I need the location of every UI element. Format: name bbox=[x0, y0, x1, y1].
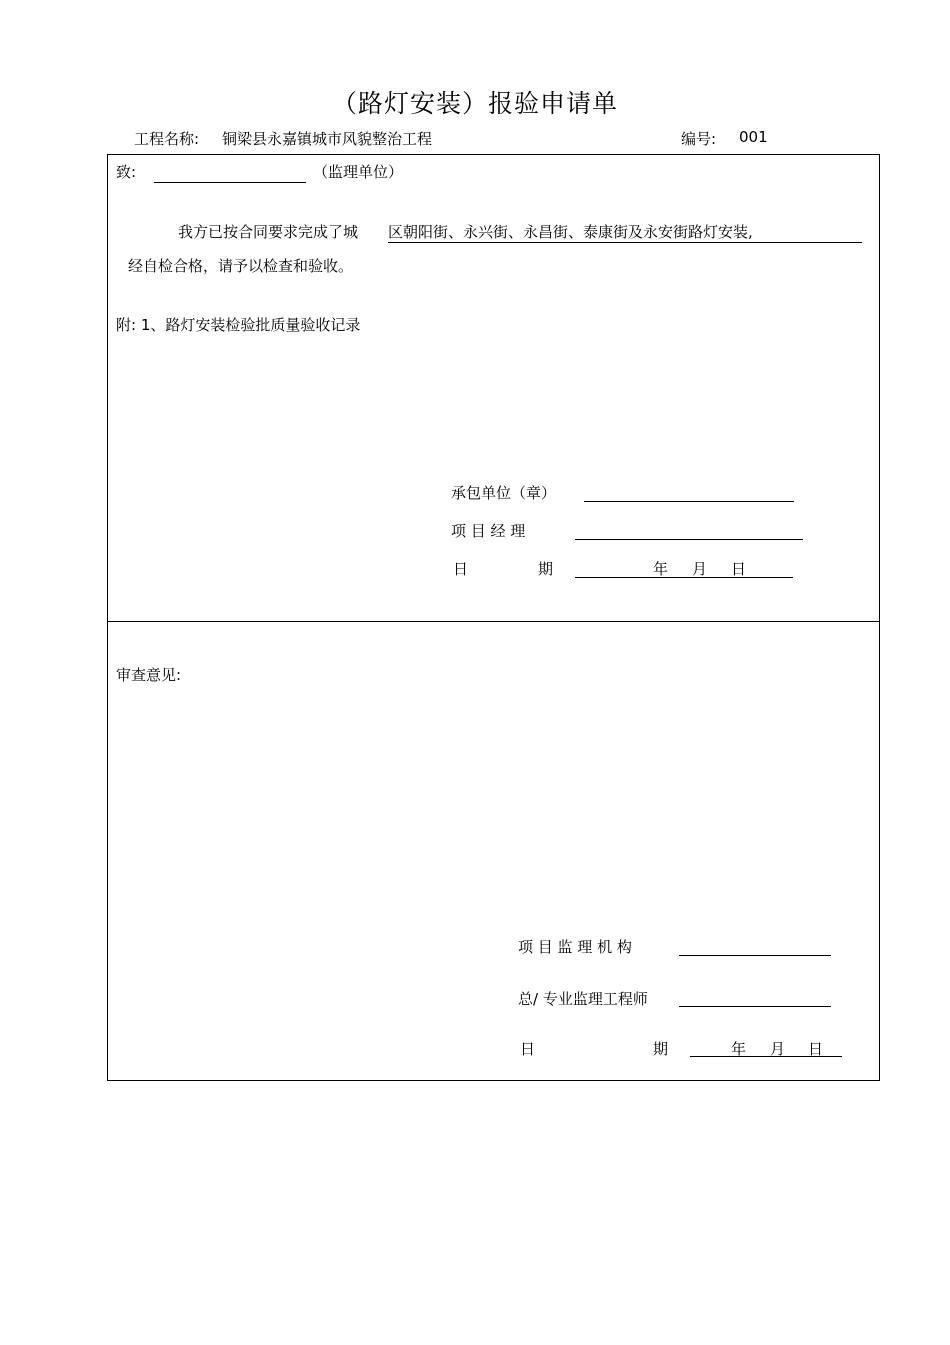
review-date-day: 日 bbox=[808, 1040, 824, 1058]
date-label-left: 日 bbox=[453, 560, 469, 578]
review-date-year: 年 bbox=[731, 1040, 747, 1058]
contractor-blank[interactable] bbox=[584, 501, 794, 502]
contractor-label: 承包单位（章） bbox=[451, 484, 557, 502]
body-text-prefix: 我方已按合同要求完成了城 bbox=[178, 223, 359, 241]
review-date-label-right: 期 bbox=[653, 1040, 669, 1058]
review-opinion-label: 审查意见: bbox=[116, 666, 182, 684]
review-date-label-left: 日 bbox=[520, 1040, 536, 1058]
date-blank[interactable] bbox=[575, 577, 793, 578]
attachment-text: 附: 1、路灯安装检验批质量验收记录 bbox=[116, 316, 361, 334]
date-month: 月 bbox=[692, 560, 708, 578]
section-divider bbox=[108, 621, 879, 622]
supervisor-unit-blank[interactable] bbox=[154, 182, 306, 183]
supervising-engineer-blank[interactable] bbox=[679, 1006, 831, 1007]
supervision-org-label: 项 目 监 理 机 构 bbox=[518, 938, 632, 956]
body-fill-underline bbox=[388, 242, 862, 243]
to-label: 致: bbox=[116, 163, 137, 181]
project-name-value: 铜梁县永嘉镇城市风貌整治工程 bbox=[222, 130, 433, 148]
project-name-label: 工程名称: bbox=[134, 130, 200, 148]
document-number-label: 编号: bbox=[681, 130, 717, 148]
document-number-value: 001 bbox=[739, 128, 768, 146]
body-text-line2: 经自检合格，请予以检查和验收。 bbox=[128, 257, 354, 275]
date-day: 日 bbox=[731, 560, 747, 578]
supervision-org-blank[interactable] bbox=[679, 955, 831, 956]
manager-blank[interactable] bbox=[575, 539, 803, 540]
document-title: （路灯安装）报验申请单 bbox=[331, 89, 618, 118]
body-text-filled: 区朝阳街、永兴街、永昌街、泰康街及永安街路灯安装, bbox=[388, 223, 753, 241]
date-year: 年 bbox=[653, 560, 669, 578]
manager-label: 项 目 经 理 bbox=[451, 522, 526, 540]
date-label-right: 期 bbox=[538, 560, 554, 578]
inspection-form bbox=[107, 154, 880, 1081]
review-date-month: 月 bbox=[770, 1040, 786, 1058]
supervisor-unit-label: （监理单位） bbox=[313, 163, 404, 181]
supervising-engineer-label: 总/ 专业监理工程师 bbox=[518, 990, 648, 1008]
